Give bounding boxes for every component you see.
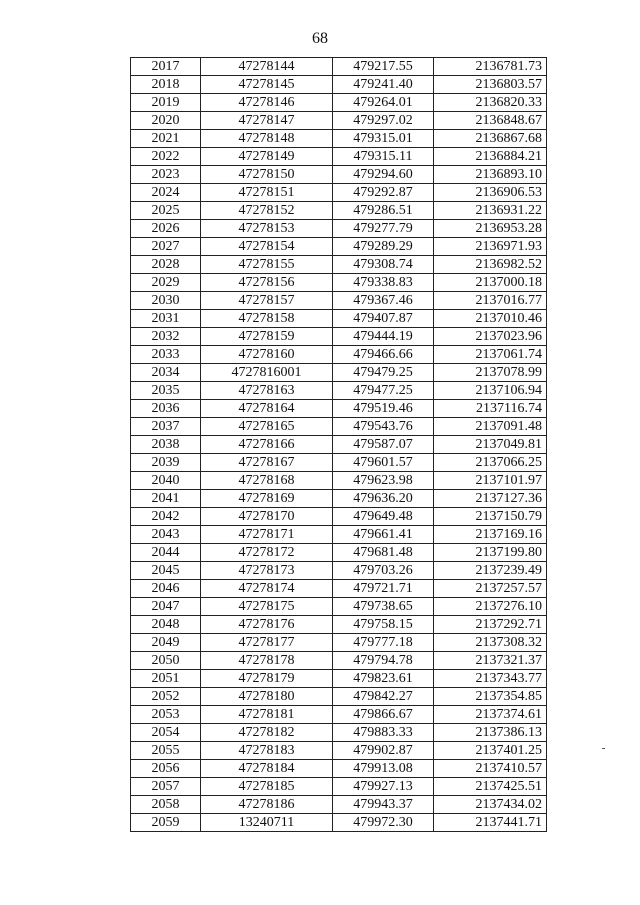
code-cell: 47278185 xyxy=(201,778,333,796)
y-coordinate-cell: 2137116.74 xyxy=(434,400,547,418)
table-row xyxy=(131,814,547,832)
point-number-cell: 2053 xyxy=(131,706,201,724)
y-coordinate-cell: 2137010.46 xyxy=(434,310,547,328)
code-cell: 47278183 xyxy=(201,742,333,760)
table-row xyxy=(131,508,547,526)
table-row xyxy=(131,346,547,364)
y-coordinate-cell: 2137239.49 xyxy=(434,562,547,580)
x-coordinate-cell: 479636.20 xyxy=(333,490,434,508)
y-coordinate-cell: 2136867.68 xyxy=(434,130,547,148)
table-row xyxy=(131,778,547,796)
point-number-cell: 2056 xyxy=(131,760,201,778)
code-cell: 47278151 xyxy=(201,184,333,202)
table-row xyxy=(131,724,547,742)
table-row xyxy=(131,274,547,292)
x-coordinate-cell: 479466.66 xyxy=(333,346,434,364)
code-cell: 47278174 xyxy=(201,580,333,598)
x-coordinate-cell: 479294.60 xyxy=(333,166,434,184)
point-number-cell: 2040 xyxy=(131,472,201,490)
table-row xyxy=(131,490,547,508)
code-cell: 4727816001 xyxy=(201,364,333,382)
x-coordinate-cell: 479338.83 xyxy=(333,274,434,292)
y-coordinate-cell: 2136953.28 xyxy=(434,220,547,238)
table-row xyxy=(131,580,547,598)
table-row xyxy=(131,94,547,112)
x-coordinate-cell: 479902.87 xyxy=(333,742,434,760)
code-cell: 47278167 xyxy=(201,454,333,472)
x-coordinate-cell: 479367.46 xyxy=(333,292,434,310)
y-coordinate-cell: 2137101.97 xyxy=(434,472,547,490)
y-coordinate-cell: 2137000.18 xyxy=(434,274,547,292)
code-cell: 47278145 xyxy=(201,76,333,94)
y-coordinate-cell: 2137169.16 xyxy=(434,526,547,544)
point-number-cell: 2051 xyxy=(131,670,201,688)
y-coordinate-cell: 2137276.10 xyxy=(434,598,547,616)
code-cell: 47278173 xyxy=(201,562,333,580)
x-coordinate-cell: 479297.02 xyxy=(333,112,434,130)
point-number-cell: 2052 xyxy=(131,688,201,706)
y-coordinate-cell: 2137257.57 xyxy=(434,580,547,598)
y-coordinate-cell: 2137308.32 xyxy=(434,634,547,652)
point-number-cell: 2032 xyxy=(131,328,201,346)
y-coordinate-cell: 2137066.25 xyxy=(434,454,547,472)
x-coordinate-cell: 479315.11 xyxy=(333,148,434,166)
code-cell: 47278168 xyxy=(201,472,333,490)
code-cell: 47278186 xyxy=(201,796,333,814)
code-cell: 47278184 xyxy=(201,760,333,778)
point-number-cell: 2044 xyxy=(131,544,201,562)
point-number-cell: 2025 xyxy=(131,202,201,220)
point-number-cell: 2031 xyxy=(131,310,201,328)
point-number-cell: 2023 xyxy=(131,166,201,184)
code-cell: 47278164 xyxy=(201,400,333,418)
code-cell: 47278158 xyxy=(201,310,333,328)
y-coordinate-cell: 2137127.36 xyxy=(434,490,547,508)
point-number-cell: 2038 xyxy=(131,436,201,454)
table-row xyxy=(131,76,547,94)
point-number-cell: 2047 xyxy=(131,598,201,616)
code-cell: 47278147 xyxy=(201,112,333,130)
table-row xyxy=(131,292,547,310)
x-coordinate-cell: 479681.48 xyxy=(333,544,434,562)
coordinates-table-container xyxy=(130,57,546,832)
point-number-cell: 2021 xyxy=(131,130,201,148)
code-cell: 47278176 xyxy=(201,616,333,634)
table-body xyxy=(131,58,547,832)
x-coordinate-cell: 479407.87 xyxy=(333,310,434,328)
table-row xyxy=(131,706,547,724)
x-coordinate-cell: 479308.74 xyxy=(333,256,434,274)
x-coordinate-cell: 479866.67 xyxy=(333,706,434,724)
table-row xyxy=(131,148,547,166)
code-cell: 47278172 xyxy=(201,544,333,562)
table-row xyxy=(131,598,547,616)
x-coordinate-cell: 479913.08 xyxy=(333,760,434,778)
point-number-cell: 2033 xyxy=(131,346,201,364)
table-row xyxy=(131,238,547,256)
code-cell: 47278175 xyxy=(201,598,333,616)
table-row xyxy=(131,670,547,688)
x-coordinate-cell: 479661.41 xyxy=(333,526,434,544)
table-row xyxy=(131,688,547,706)
point-number-cell: 2017 xyxy=(131,58,201,76)
x-coordinate-cell: 479794.78 xyxy=(333,652,434,670)
x-coordinate-cell: 479703.26 xyxy=(333,562,434,580)
y-coordinate-cell: 2137023.96 xyxy=(434,328,547,346)
table-row xyxy=(131,436,547,454)
y-coordinate-cell: 2137150.79 xyxy=(434,508,547,526)
x-coordinate-cell: 479927.13 xyxy=(333,778,434,796)
table-row xyxy=(131,796,547,814)
point-number-cell: 2041 xyxy=(131,490,201,508)
y-coordinate-cell: 2137106.94 xyxy=(434,382,547,400)
point-number-cell: 2049 xyxy=(131,634,201,652)
y-coordinate-cell: 2137321.37 xyxy=(434,652,547,670)
x-coordinate-cell: 479842.27 xyxy=(333,688,434,706)
point-number-cell: 2046 xyxy=(131,580,201,598)
table-row xyxy=(131,400,547,418)
coordinates-table xyxy=(130,57,547,832)
code-cell: 47278178 xyxy=(201,652,333,670)
x-coordinate-cell: 479601.57 xyxy=(333,454,434,472)
code-cell: 47278170 xyxy=(201,508,333,526)
table-row xyxy=(131,742,547,760)
table-row xyxy=(131,220,547,238)
x-coordinate-cell: 479477.25 xyxy=(333,382,434,400)
x-coordinate-cell: 479241.40 xyxy=(333,76,434,94)
table-row xyxy=(131,202,547,220)
x-coordinate-cell: 479758.15 xyxy=(333,616,434,634)
point-number-cell: 2043 xyxy=(131,526,201,544)
point-number-cell: 2030 xyxy=(131,292,201,310)
y-coordinate-cell: 2137425.51 xyxy=(434,778,547,796)
point-number-cell: 2024 xyxy=(131,184,201,202)
table-row xyxy=(131,364,547,382)
x-coordinate-cell: 479479.25 xyxy=(333,364,434,382)
y-coordinate-cell: 2137441.71 xyxy=(434,814,547,832)
table-row xyxy=(131,112,547,130)
y-coordinate-cell: 2136931.22 xyxy=(434,202,547,220)
code-cell: 47278177 xyxy=(201,634,333,652)
y-coordinate-cell: 2137434.02 xyxy=(434,796,547,814)
code-cell: 47278181 xyxy=(201,706,333,724)
table-row xyxy=(131,256,547,274)
point-number-cell: 2034 xyxy=(131,364,201,382)
y-coordinate-cell: 2137374.61 xyxy=(434,706,547,724)
x-coordinate-cell: 479883.33 xyxy=(333,724,434,742)
x-coordinate-cell: 479623.98 xyxy=(333,472,434,490)
y-coordinate-cell: 2136848.67 xyxy=(434,112,547,130)
code-cell: 47278171 xyxy=(201,526,333,544)
code-cell: 47278144 xyxy=(201,58,333,76)
point-number-cell: 2042 xyxy=(131,508,201,526)
code-cell: 47278154 xyxy=(201,238,333,256)
table-row xyxy=(131,562,547,580)
y-coordinate-cell: 2136803.57 xyxy=(434,76,547,94)
y-coordinate-cell: 2136820.33 xyxy=(434,94,547,112)
code-cell: 47278159 xyxy=(201,328,333,346)
point-number-cell: 2029 xyxy=(131,274,201,292)
x-coordinate-cell: 479315.01 xyxy=(333,130,434,148)
code-cell: 47278180 xyxy=(201,688,333,706)
table-row xyxy=(131,634,547,652)
y-coordinate-cell: 2136982.52 xyxy=(434,256,547,274)
point-number-cell: 2036 xyxy=(131,400,201,418)
x-coordinate-cell: 479738.65 xyxy=(333,598,434,616)
y-coordinate-cell: 2137343.77 xyxy=(434,670,547,688)
code-cell: 47278179 xyxy=(201,670,333,688)
x-coordinate-cell: 479943.37 xyxy=(333,796,434,814)
table-row xyxy=(131,526,547,544)
x-coordinate-cell: 479444.19 xyxy=(333,328,434,346)
code-cell: 47278148 xyxy=(201,130,333,148)
point-number-cell: 2028 xyxy=(131,256,201,274)
y-coordinate-cell: 2137078.99 xyxy=(434,364,547,382)
code-cell: 47278149 xyxy=(201,148,333,166)
page-number: 68 xyxy=(312,30,328,47)
point-number-cell: 2037 xyxy=(131,418,201,436)
code-cell: 47278160 xyxy=(201,346,333,364)
point-number-cell: 2022 xyxy=(131,148,201,166)
point-number-cell: 2057 xyxy=(131,778,201,796)
point-number-cell: 2020 xyxy=(131,112,201,130)
scan-speck xyxy=(602,748,605,749)
x-coordinate-cell: 479721.71 xyxy=(333,580,434,598)
x-coordinate-cell: 479823.61 xyxy=(333,670,434,688)
x-coordinate-cell: 479543.76 xyxy=(333,418,434,436)
code-cell: 47278157 xyxy=(201,292,333,310)
y-coordinate-cell: 2137292.71 xyxy=(434,616,547,634)
x-coordinate-cell: 479289.29 xyxy=(333,238,434,256)
y-coordinate-cell: 2137049.81 xyxy=(434,436,547,454)
code-cell: 47278156 xyxy=(201,274,333,292)
code-cell: 47278155 xyxy=(201,256,333,274)
code-cell: 47278166 xyxy=(201,436,333,454)
point-number-cell: 2045 xyxy=(131,562,201,580)
code-cell: 47278182 xyxy=(201,724,333,742)
point-number-cell: 2058 xyxy=(131,796,201,814)
y-coordinate-cell: 2136884.21 xyxy=(434,148,547,166)
y-coordinate-cell: 2137016.77 xyxy=(434,292,547,310)
x-coordinate-cell: 479587.07 xyxy=(333,436,434,454)
x-coordinate-cell: 479972.30 xyxy=(333,814,434,832)
table-row xyxy=(131,382,547,400)
y-coordinate-cell: 2137354.85 xyxy=(434,688,547,706)
point-number-cell: 2048 xyxy=(131,616,201,634)
x-coordinate-cell: 479649.48 xyxy=(333,508,434,526)
x-coordinate-cell: 479264.01 xyxy=(333,94,434,112)
y-coordinate-cell: 2137199.80 xyxy=(434,544,547,562)
table-row xyxy=(131,166,547,184)
point-number-cell: 2059 xyxy=(131,814,201,832)
x-coordinate-cell: 479292.87 xyxy=(333,184,434,202)
table-row xyxy=(131,454,547,472)
table-row xyxy=(131,418,547,436)
table-row xyxy=(131,328,547,346)
table-row xyxy=(131,130,547,148)
y-coordinate-cell: 2136781.73 xyxy=(434,58,547,76)
code-cell: 47278165 xyxy=(201,418,333,436)
table-row xyxy=(131,760,547,778)
point-number-cell: 2039 xyxy=(131,454,201,472)
code-cell: 47278163 xyxy=(201,382,333,400)
table-row xyxy=(131,544,547,562)
point-number-cell: 2050 xyxy=(131,652,201,670)
table-row xyxy=(131,58,547,76)
y-coordinate-cell: 2136906.53 xyxy=(434,184,547,202)
y-coordinate-cell: 2137091.48 xyxy=(434,418,547,436)
code-cell: 13240711 xyxy=(201,814,333,832)
table-row xyxy=(131,310,547,328)
x-coordinate-cell: 479286.51 xyxy=(333,202,434,220)
x-coordinate-cell: 479519.46 xyxy=(333,400,434,418)
table-row xyxy=(131,616,547,634)
table-row xyxy=(131,184,547,202)
x-coordinate-cell: 479777.18 xyxy=(333,634,434,652)
code-cell: 47278169 xyxy=(201,490,333,508)
point-number-cell: 2026 xyxy=(131,220,201,238)
point-number-cell: 2035 xyxy=(131,382,201,400)
y-coordinate-cell: 2137410.57 xyxy=(434,760,547,778)
code-cell: 47278152 xyxy=(201,202,333,220)
point-number-cell: 2055 xyxy=(131,742,201,760)
code-cell: 47278150 xyxy=(201,166,333,184)
table-row xyxy=(131,472,547,490)
y-coordinate-cell: 2137401.25 xyxy=(434,742,547,760)
point-number-cell: 2019 xyxy=(131,94,201,112)
y-coordinate-cell: 2136893.10 xyxy=(434,166,547,184)
point-number-cell: 2054 xyxy=(131,724,201,742)
y-coordinate-cell: 2137386.13 xyxy=(434,724,547,742)
y-coordinate-cell: 2136971.93 xyxy=(434,238,547,256)
y-coordinate-cell: 2137061.74 xyxy=(434,346,547,364)
x-coordinate-cell: 479217.55 xyxy=(333,58,434,76)
x-coordinate-cell: 479277.79 xyxy=(333,220,434,238)
table-row xyxy=(131,652,547,670)
point-number-cell: 2027 xyxy=(131,238,201,256)
code-cell: 47278146 xyxy=(201,94,333,112)
code-cell: 47278153 xyxy=(201,220,333,238)
point-number-cell: 2018 xyxy=(131,76,201,94)
